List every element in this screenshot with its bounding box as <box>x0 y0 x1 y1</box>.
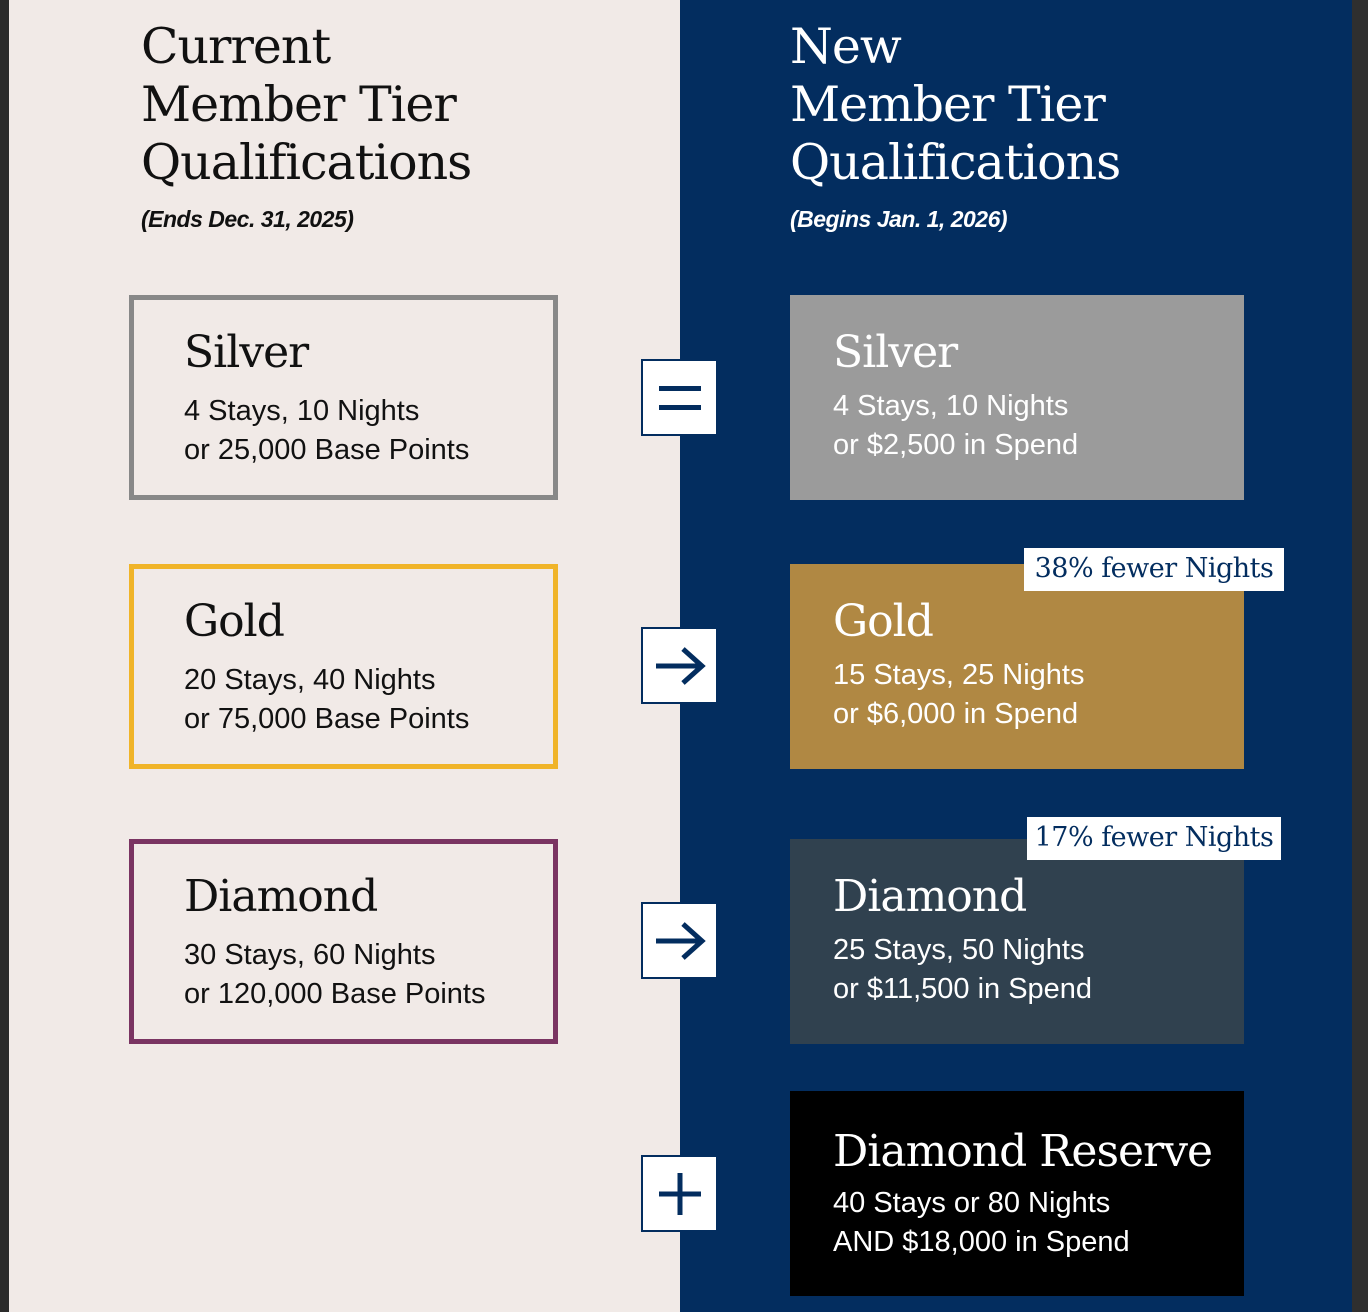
new-tiers-heading <box>790 18 1120 192</box>
current-silver-card <box>129 295 558 500</box>
tier-requirements <box>184 936 485 1014</box>
tier-name: Gold <box>833 596 933 647</box>
tier-name: Gold <box>184 596 284 647</box>
heading-line: Qualifications <box>790 134 1121 191</box>
arrow-right-icon <box>653 919 707 963</box>
tier-requirements <box>833 387 1078 465</box>
tier-name: Silver <box>184 327 309 378</box>
requirement-line: or 120,000 Base Points <box>184 978 486 1010</box>
tier-requirements <box>184 661 469 739</box>
arrow-connector <box>641 627 718 704</box>
heading-line: Current <box>141 18 331 75</box>
heading-line: New <box>790 18 901 75</box>
diamond-fewer-nights-badge: 17% fewer Nights <box>1027 817 1281 860</box>
plus-connector <box>641 1155 718 1232</box>
left-edge <box>0 0 9 1312</box>
tier-name: Silver <box>833 327 958 378</box>
requirement-line: or $11,500 in Spend <box>833 973 1093 1005</box>
requirement-line: 40 Stays or 80 Nights <box>833 1187 1111 1219</box>
requirement-line: 20 Stays, 40 Nights <box>184 664 436 696</box>
arrow-right-icon <box>653 644 707 688</box>
requirement-line: AND $18,000 in Spend <box>833 1226 1130 1258</box>
current-gold-card <box>129 564 558 769</box>
new-diamond-card <box>790 839 1244 1044</box>
requirement-line: 4 Stays, 10 Nights <box>833 390 1069 422</box>
tier-name: Diamond Reserve <box>833 1126 1213 1177</box>
heading-line: Qualifications <box>141 134 472 191</box>
tier-requirements <box>184 392 469 470</box>
plus-icon <box>657 1171 703 1217</box>
requirement-line: or 75,000 Base Points <box>184 703 470 735</box>
requirement-line: or 25,000 Base Points <box>184 434 470 466</box>
current-tiers-heading <box>141 18 471 192</box>
new-silver-card <box>790 295 1244 500</box>
new-tiers-subtitle: (Begins Jan. 1, 2026) <box>790 206 1008 232</box>
equals-connector <box>641 359 718 436</box>
gold-fewer-nights-badge: 38% fewer Nights <box>1024 548 1284 591</box>
equals-icon <box>657 378 703 418</box>
requirement-line: or $2,500 in Spend <box>833 429 1079 461</box>
current-diamond-card <box>129 839 558 1044</box>
tier-name: Diamond <box>833 871 1027 922</box>
heading-line: Member Tier <box>790 76 1105 133</box>
new-gold-card <box>790 564 1244 769</box>
arrow-connector <box>641 902 718 979</box>
right-edge <box>1352 0 1368 1312</box>
requirement-line: 25 Stays, 50 Nights <box>833 934 1085 966</box>
tier-requirements <box>833 931 1092 1009</box>
requirement-line: or $6,000 in Spend <box>833 698 1079 730</box>
requirement-line: 15 Stays, 25 Nights <box>833 659 1085 691</box>
tier-requirements <box>833 1184 1130 1262</box>
current-tiers-subtitle: (Ends Dec. 31, 2025) <box>141 206 354 232</box>
requirement-line: 4 Stays, 10 Nights <box>184 395 420 427</box>
new-diamond-reserve-card <box>790 1091 1244 1296</box>
tier-name: Diamond <box>184 871 378 922</box>
tier-requirements <box>833 656 1084 734</box>
heading-line: Member Tier <box>141 76 456 133</box>
requirement-line: 30 Stays, 60 Nights <box>184 939 436 971</box>
